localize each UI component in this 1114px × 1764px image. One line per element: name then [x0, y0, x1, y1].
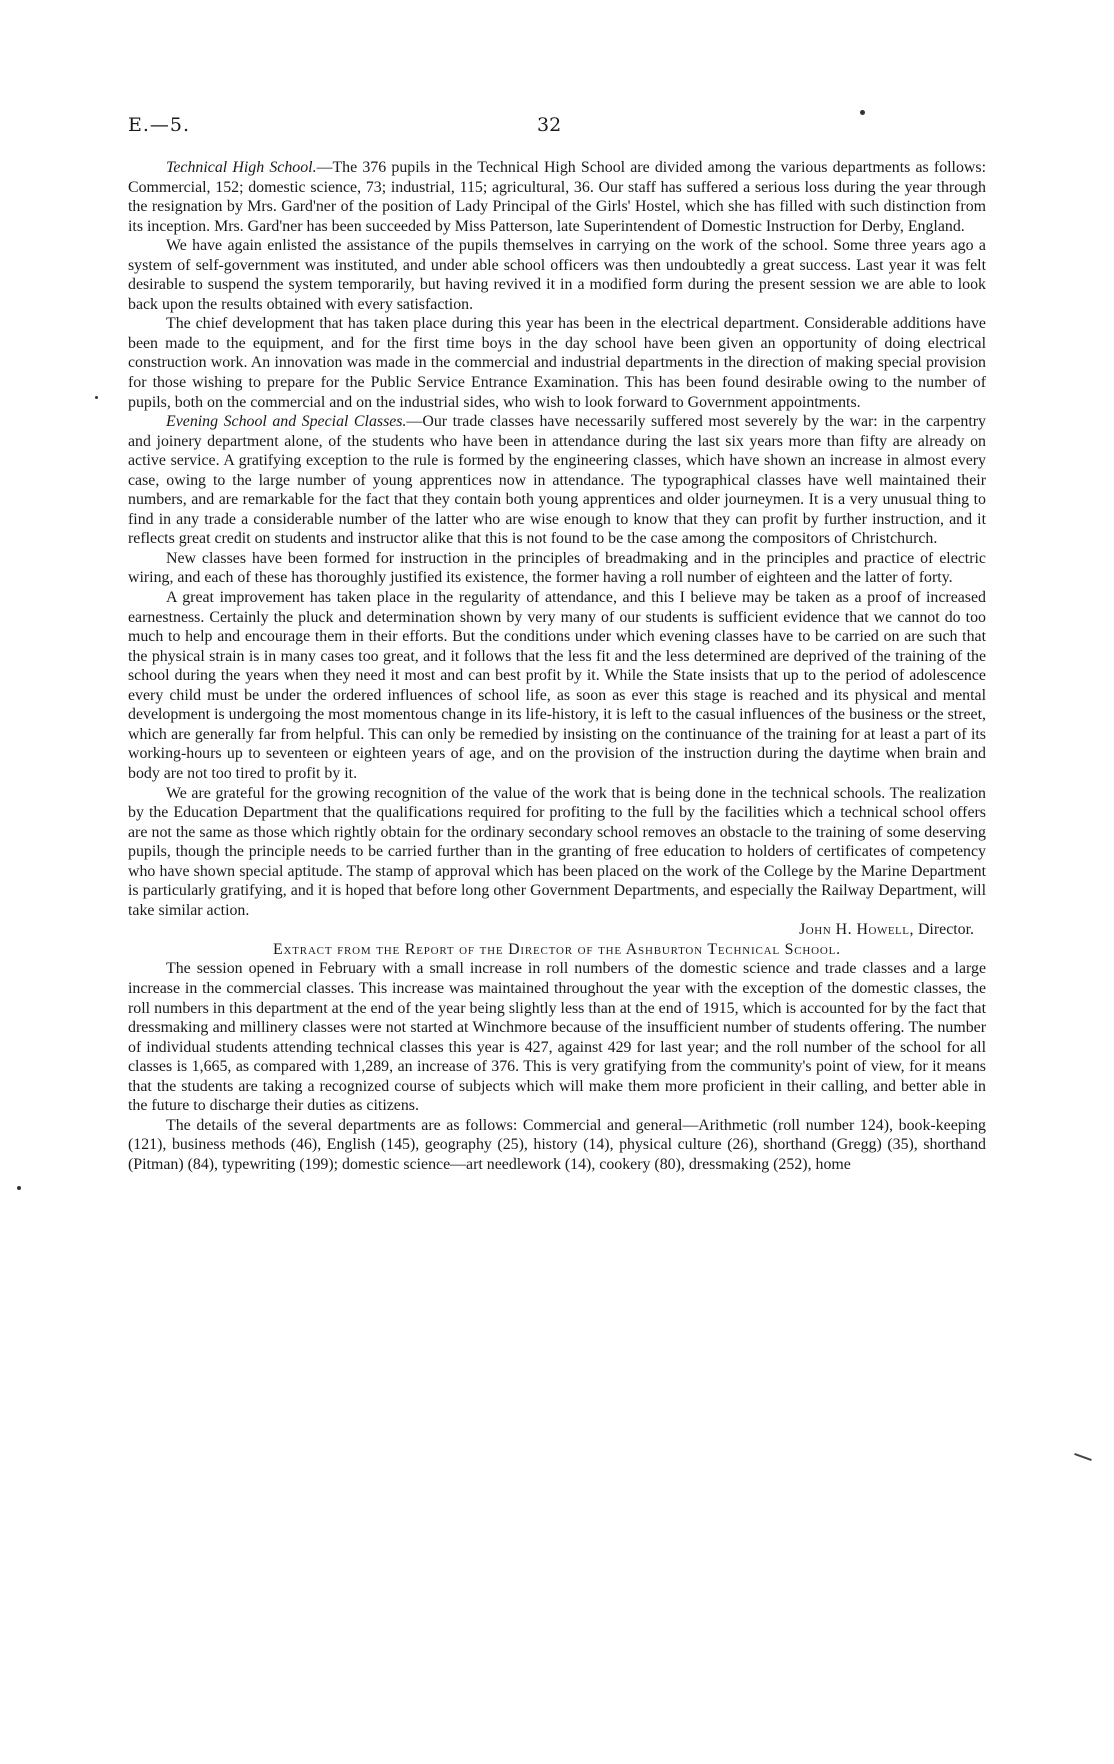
paragraph-text: —The 376 pupils in the Technical High School are divided among the various departments as follows: Commercial, 152; domestic science, 73; industrial, 115; agricultural, 36. Our staff has suffered a serious loss during the year through the resignation by Mrs. Gard'ner of the position of Lady Principal of the Girls' Hostel, which she has filled with such distinction from its inception. Mrs. Gard'ner has been succeeded by Miss Patterson, late Superintendent of Domestic Instruction for Derby, England.: [128, 159, 986, 235]
paragraph-heading: Technical High School.: [166, 159, 317, 176]
paragraph-heading: Evening School and Special Classes.: [166, 413, 407, 431]
signature-name: John H. Howell,: [799, 921, 914, 939]
paragraph-text: —Our trade classes have necessarily suffered most severely by the war: in the carpentry and joinery department alone, of the students who have been in attendance during the last six years more than fifty are already on active service. A gratifying exception to the rule is formed by the engineering classes, which have shown an increase in almost every case, owing to the large number of young apprentices now in attendance. The typographical classes have well maintained their numbers, and are remarkable for the fact that they contain both young apprentices and older journeymen. It is a very unusual thing to find in any trade a considerable number of the latter who are wise enough to know that they can profit by further instruction, and it reflects great credit on students and instructor alike that this is not found to be the case among the compositors of Christchurch.: [128, 413, 986, 548]
paragraph: [128, 412, 986, 549]
document-reference: E.—5.: [128, 114, 191, 136]
paragraph: [128, 158, 986, 236]
section-heading: Extract from the Report of the Director of the Ashburton Technical School.: [273, 940, 841, 958]
document-body: [128, 158, 986, 1174]
ink-speck: [17, 1186, 21, 1190]
paragraph: The chief development that has taken place during this year has been in the electrical department. Considerable additions have been made to the equipment, and for the first time boys in the day school have been given an opportunity of doing electrical construction work. An innovation was made in the commercial and industrial departments in the direction of making special provision for those wishing to prepare for the Public Service Entrance Examination. This has been found desirable owing to the number of pupils, both on the commercial and on the industrial sides, who wish to look forward to Government appointments.: [128, 315, 986, 411]
paragraph: The session opened in February with a small increase in roll numbers of the domestic science and trade classes and a large increase in the commercial classes. This increase was maintained throughout the year with the exception of the domestic classes, the roll numbers in this department at the end of the year being slightly less than at the end of 1915, which is accounted for by the fact that dressmaking and millinery classes were not started at Winchmore because of the insufficient number of students offering. The number of individual students attending technical classes this year is 427, against 429 for last year; and the roll number of the school for all classes is 1,665, as compared with 1,289, an increase of 376. This is very gratifying from the community's point of view, for it means that the students are taking a recognized course of subjects which will make them more proficient in their calling, and better able in the future to discharge their duties as citizens.: [128, 960, 986, 1115]
ink-speck: [95, 396, 98, 399]
signature: [128, 920, 986, 940]
paragraph: A great improvement has taken place in the regularity of attendance, and this I believe may be taken as a proof of increased earnestness. Certainly the pluck and determination shown by very many of our students is sufficient evidence that we cannot do too much to help and encourage them in their efforts. But the conditions under which evening classes have to be carried on are such that the physical strain is in many cases too great, and it follows that the less fit and the less determined are deprived of the training of the school during the years when they need it most and can best profit by it. While the State insists that up to the period of adolescence every child must be under the ordered influences of school life, as soon as ever this stage is reached and its physical and mental development is undergoing the most momentous change in its life-history, it is left to the casual influences of the business or the street, which are generally far from helpful. This can only be remedied by insisting on the continuance of the training for at least a part of its working-hours up to seventeen or eighteen years of age, and on the provision of the instruction during the daytime when brain and body are not too tired to profit by it.: [128, 589, 986, 782]
paragraph: We are grateful for the growing recognition of the value of the work that is being done in the technical schools. The realization by the Education Department that the qualifications required for profiting to the full by the facilities which a technical school offers are not the same as those which rightly obtain for the ordinary secondary school removes an obstacle to the training of some deserving pupils, though the principle needs to be carried further than in the granting of free education to holders of certificates of competency who have shown special aptitude. The stamp of approval which has been placed on the work of the College by the Marine Department is particularly gratifying, and it is hoped that before long other Government Departments, and especially the Railway Department, will take similar action.: [128, 784, 986, 919]
page-number: 32: [537, 114, 562, 136]
margin-mark: [1074, 1453, 1092, 1461]
ink-speck: [860, 110, 865, 115]
paragraph: The details of the several departments are as follows: Commercial and general—Arithmetic (roll number 124), book-keeping (121), business methods (46), English (145), geography (25), history (14), physical culture (26), shorthand (Gregg) (35), shorthand (Pitman) (84), typewriting (199); domestic science—art needlework (14), cookery (80), dressmaking (252), home: [128, 1116, 986, 1173]
paragraph: New classes have been formed for instruction in the principles of breadmaking and in the principles and practice of electric wiring, and each of these has thoroughly justified its existence, the former having a roll number of eighteen and the latter of forty.: [128, 549, 986, 587]
paragraph: We have again enlisted the assistance of the pupils themselves in carrying on the work of the school. Some three years ago a system of self-government was instituted, and under able school officers was then undoubtedly a great success. Last year it was felt desirable to suspend the system temporarily, but having revived it in a modified form during the present session we are able to look back upon the results obtained with every satisfaction.: [128, 237, 986, 313]
signature-title: Director.: [917, 921, 974, 939]
